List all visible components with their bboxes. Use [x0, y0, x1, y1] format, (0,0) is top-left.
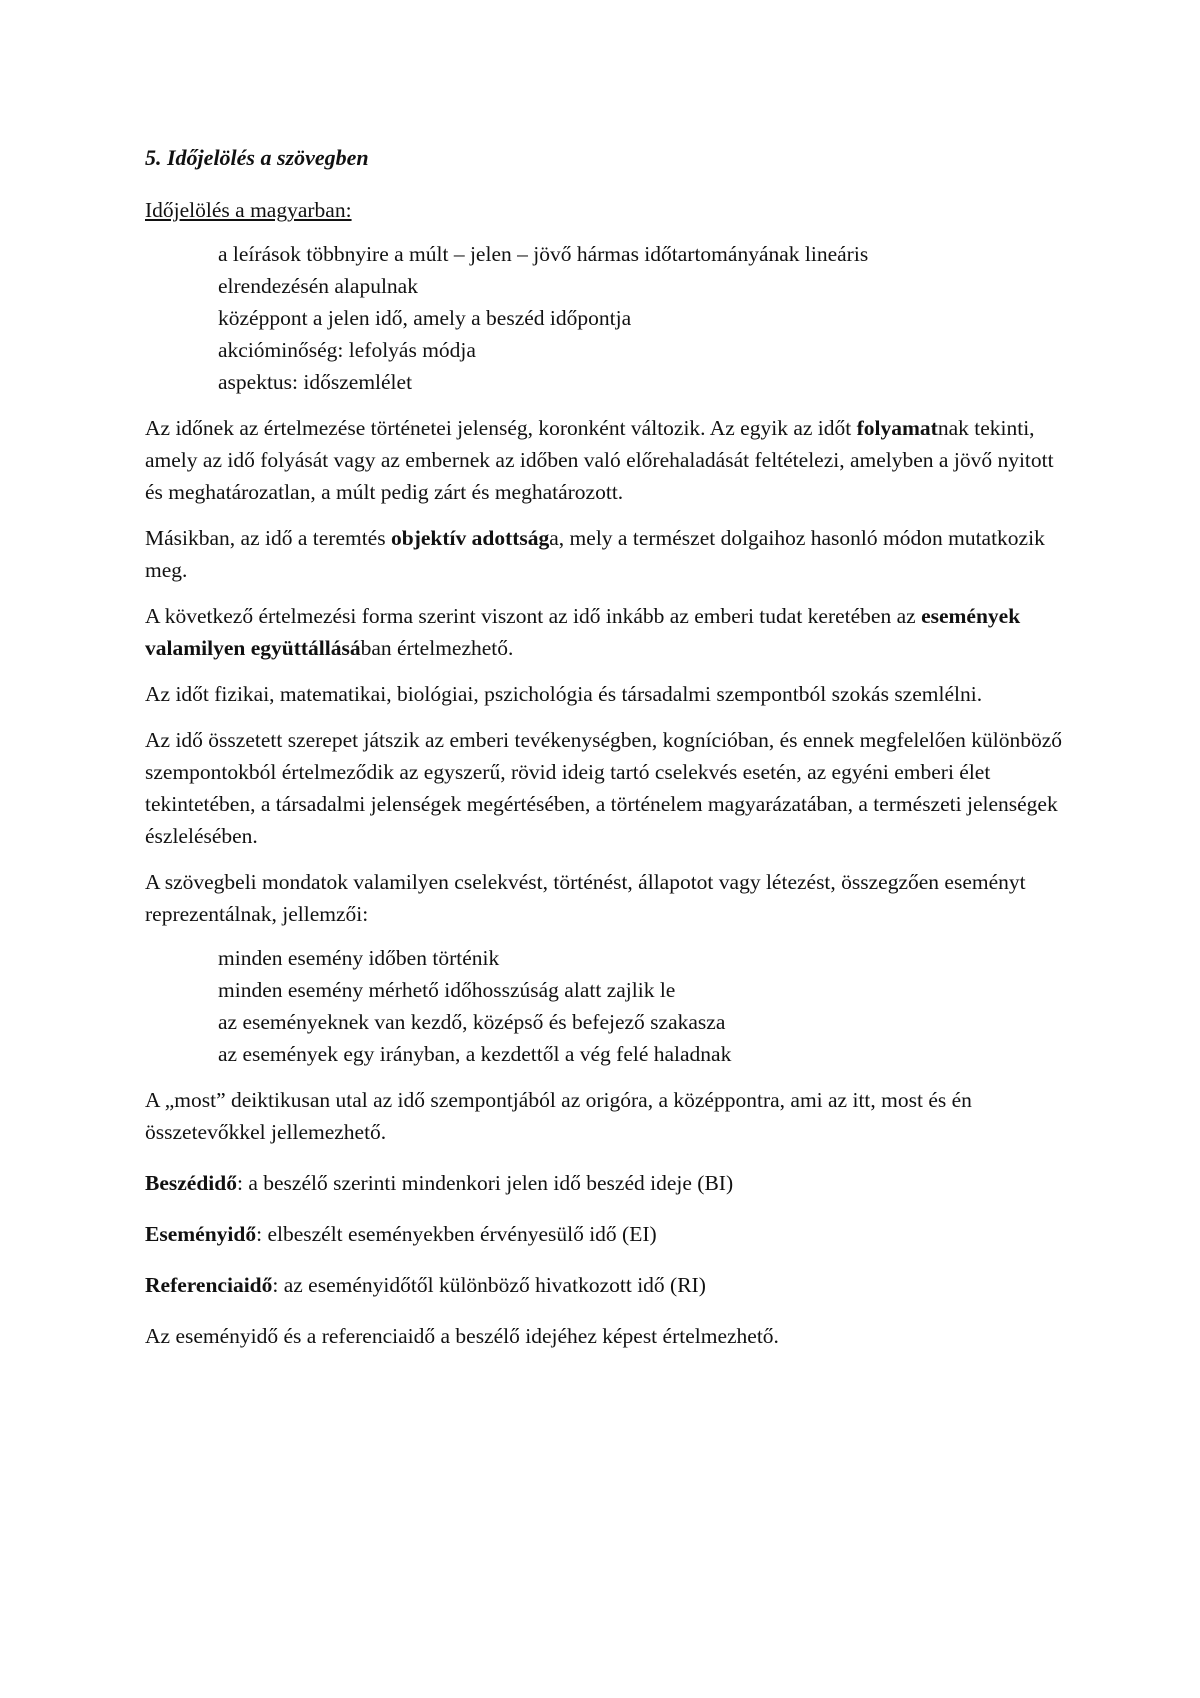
document-body	[145, 142, 1075, 1352]
list-item: elrendezésén alapulnak	[218, 274, 418, 298]
list-item: aspektus: időszemlélet	[218, 370, 413, 394]
list-item: középpont a jelen idő, amely a beszéd időpontja	[218, 306, 632, 330]
definition-reference-time	[145, 1269, 1075, 1301]
list-item: az eseményeknek van kezdő, középső és befejező szakasza	[218, 1010, 726, 1034]
list-item: akcióminőség: lefolyás módja	[218, 338, 476, 362]
definition-text: : elbeszélt eseményekben érvényesülő idő (EI)	[256, 1222, 657, 1246]
bold-term: objektív adottság	[390, 526, 550, 550]
list-item: minden esemény mérhető időhosszúság alatt zajlik le	[218, 978, 676, 1002]
paragraph-text: nak tekinti, amely az idő folyását vagy az embernek az időben való előrehaladását feltételezi, amelyben a jövő nyitott és meghatározatlan, a múlt pedig zárt és meghatározott.	[145, 416, 1054, 504]
paragraph: A szövegbeli mondatok valamilyen cselekvést, történést, állapotot vagy létezést, összegzően eseményt reprezentálnak, jellemzői:	[145, 870, 1026, 926]
definition-text: : az eseményidőtől különböző hivatkozott idő (RI)	[272, 1273, 706, 1297]
section-title: 5. Időjelölés a szövegben	[145, 145, 369, 170]
event-properties-list	[218, 942, 1075, 1070]
list-item: minden esemény időben történik	[218, 946, 500, 970]
paragraph-text: Az időnek az értelmezése történetei jelenség, koronként változik. Az egyik az időt	[145, 416, 857, 440]
list-item: az események egy irányban, a kezdettől a vég felé haladnak	[218, 1042, 732, 1066]
paragraph: A „most” deiktikusan utal az idő szempontjából az origóra, a középpontra, ami az itt, most és én összetevőkkel jellemezhető.	[145, 1088, 972, 1144]
list-item: a leírások többnyire a múlt – jelen – jövő hármas időtartományának lineáris	[218, 242, 869, 266]
intro-list	[218, 238, 1075, 398]
section-subtitle: Időjelölés a magyarban:	[145, 198, 352, 222]
definition-event-time	[145, 1218, 1075, 1250]
paragraph: Az időt fizikai, matematikai, biológiai, pszichológia és társadalmi szempontból szokás szemlélni.	[145, 682, 983, 706]
paragraph	[145, 600, 1075, 664]
definition-term: Beszédidő	[145, 1171, 237, 1195]
paragraph	[145, 412, 1075, 508]
definition-text: : a beszélő szerinti mindenkori jelen idő beszéd ideje (BI)	[236, 1171, 734, 1195]
definition-term: Eseményidő	[145, 1222, 257, 1246]
paragraph: Az idő összetett szerepet játszik az emberi tevékenységben, kognícióban, és ennek megfelelően különböző szempontokból értelmeződik az egyszerű, rövid ideig tartó cselekvés esetén, az egyéni emberi élet tekintetében, a társadalmi jelenségek megértésében, a történelem magyarázatában, a természeti jelenségek észlelésében.	[145, 728, 1062, 848]
bold-term: események valamilyen együttállásá	[145, 604, 1021, 660]
definition-speech-time	[145, 1167, 1075, 1199]
paragraph-text: A következő értelmezési forma szerint viszont az idő inkább az emberi tudat keretében az	[145, 604, 922, 628]
paragraph-text: ban értelmezhető.	[360, 636, 514, 660]
paragraph	[145, 522, 1075, 586]
bold-term: folyamat	[856, 416, 938, 440]
paragraph-text: Másikban, az idő a teremtés	[145, 526, 391, 550]
paragraph-text: a, mely a természet dolgaihoz hasonló módon mutatkozik meg.	[145, 526, 1045, 582]
paragraph: Az eseményidő és a referenciaidő a beszélő idejéhez képest értelmezhető.	[145, 1324, 779, 1348]
definition-term: Referenciaidő	[145, 1273, 273, 1297]
